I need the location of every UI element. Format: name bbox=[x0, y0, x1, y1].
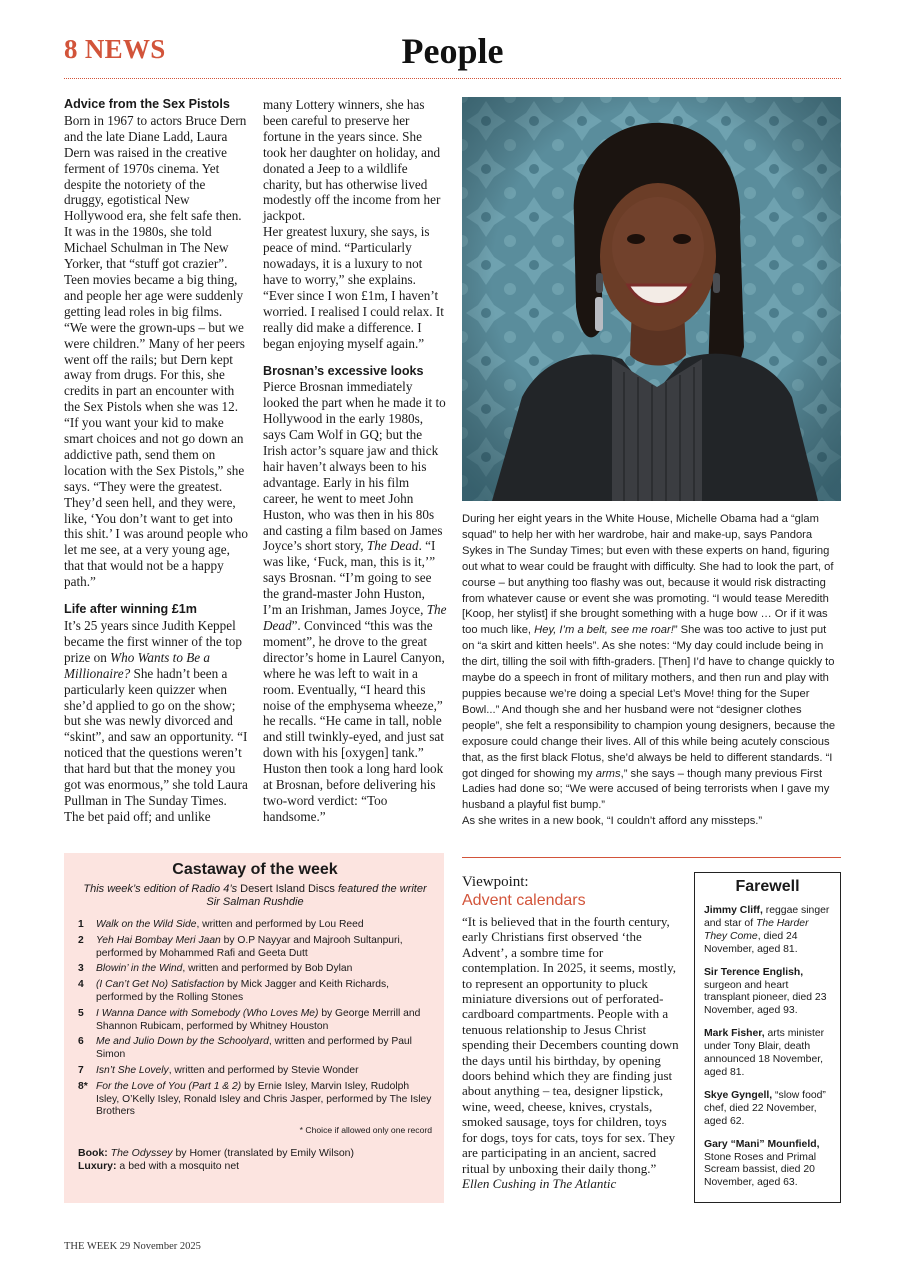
caption-divider bbox=[462, 857, 841, 858]
castaway-item bbox=[78, 1008, 432, 1034]
castaway-item-title: For the Love of You (Part 1 & 2) bbox=[96, 1080, 242, 1092]
castaway-list bbox=[78, 919, 432, 1119]
farewell-name: Sir Terence English, bbox=[704, 966, 804, 978]
castaway-item-title: Isn’t She Lovely bbox=[96, 1064, 169, 1076]
viewpoint bbox=[462, 873, 684, 1191]
castaway-item bbox=[78, 1036, 432, 1062]
castaway-item-credit: , written and performed by Bob Dylan bbox=[182, 963, 353, 975]
story-keppel: It’s 25 years since Judith Keppel became the first winner of the top prize on Who Wants to Be a Millionaire? She hadn’t been a particularly keen quizzer when she’d applied to go on the show; but she was newly divorced and “skint”, and saw an opportunity. “I noticed that the questions weren’t that hard but that the money you got was enormous,” she told Laura Pullman in The Sunday Times. The bet paid off; and unlike bbox=[64, 618, 248, 824]
castaway-title: Castaway of the week bbox=[172, 861, 338, 878]
castaway-item bbox=[78, 1065, 432, 1078]
story-keppel-cont: many Lottery winners, she has been careful to preserve her fortune in the years since. She took her daughter on holiday, and donated a Jeep to a wildlife charity, but has otherwise lived modestly off the income from her jackpot. bbox=[263, 97, 441, 224]
castaway-item-number: 7 bbox=[78, 1064, 84, 1076]
farewell-item: Mark Fisher, arts minister under Tony Blair, death announced 18 November, aged 81. bbox=[704, 1028, 825, 1078]
section-label: 8 NEWS bbox=[64, 34, 166, 64]
farewell-list bbox=[704, 905, 831, 1190]
page-title: People bbox=[401, 31, 504, 71]
castaway-item-number: 6 bbox=[78, 1036, 84, 1048]
castaway-item-title: Walk on the Wild Side bbox=[96, 919, 197, 930]
castaway-item-number: 1 bbox=[78, 919, 84, 930]
castaway-luxury: Luxury: a bed with a mosquito net bbox=[78, 1160, 240, 1173]
page-footer: THE WEEK 29 November 2025 bbox=[64, 1241, 201, 1252]
story-dern: Born in 1967 to actors Bruce Dern and the late Diane Ladd, Laura Dern was raised in the creative ferment of 1970s cinema. Yet despite the notoriety of the druggy, egotistical New Hollywood era, she felt safe then. It was in the 1980s, she told Michael Schulman in The New Yorker, that “stuff got crazier”. Teen movies became a big thing, and people her age were suddenly getting lead roles in big films. “We were the grown-ups – but we were children.” Many of her peers went off the rails; but Dern kept away from drugs. For this, she credits in part an encounter with the Sex Pistols when she was 12. “If you want your kid to make smart choices and not go down an addictive path, send them on location with the Sex Pistols,” she says. “They were the greatest. They’d seen hell, and they were, like, ‘You don’t want to get into this shit.’ I was around people who let me see, at a very young age, that that would not be a happy path.” bbox=[64, 112, 248, 590]
viewpoint-body: “It is believed that in the fourth century, early Christians first observed ‘the Advent’, a sombre time for contemplation. In 2025, it seems, mostly, to represent an opportunity to pluck miniature diversions out of perforated-cardboard compartments. People with a tenuous relationship to Jesus Christ spending their Decembers counting down the days until his birthday, by opening doors behind which they are finding just about anything – tea, designer lipstick, wine, weed, cheese, knives, crystals, smoked sausage, toys for children, toys for dogs, toys for cats, toys for sex. They are participating in an ancient, sacred ritual by unboxing their daily thong.” bbox=[462, 914, 679, 1176]
castaway-item-number: 2 bbox=[78, 934, 84, 946]
castaway-item-title: Me and Julio Down by the Schoolyard bbox=[96, 1036, 269, 1048]
headline-millionaire: Life after winning £1m bbox=[64, 602, 197, 617]
castaway-item bbox=[78, 1081, 432, 1119]
farewell-name: Gary “Mani” Mounfield, bbox=[704, 1138, 820, 1150]
headline-brosnan: Brosnan’s excessive looks bbox=[263, 363, 424, 378]
castaway-item-number: 5 bbox=[78, 1007, 84, 1019]
castaway-note: * Choice if allowed only one record bbox=[299, 1125, 432, 1136]
castaway-item-credit: by Ernie Isley, Marvin Isley, Rudolph Isley, O’Kelly Isley, Ronald Isley and Chris Jasper, performed by The Isley Brothers bbox=[96, 1080, 432, 1118]
castaway-item-number: 3 bbox=[78, 963, 84, 975]
castaway-item-number: 4 bbox=[78, 979, 84, 991]
viewpoint-label: Viewpoint: bbox=[462, 874, 529, 890]
column-1 bbox=[64, 97, 248, 825]
castaway-item-credit: by Mick Jagger and Keith Richards, performed by the Rolling Stones bbox=[96, 979, 390, 1003]
castaway-item-title: Blowin’ in the Wind bbox=[96, 963, 183, 975]
story-brosnan: Pierce Brosnan immediately looked the part when he made it to Hollywood in the early 1980s, says Cam Wolf in GQ; but the Irish actor’s square jaw and thick hair haven’t always been to his advantage. Early in his film career, he went to meet John Huston, who was then in his 80s and casting a film based on James Joyce’s short story, The Dead. “I was like, ‘Fuck, man, this is it,’” says Brosnan. “I’m going to see the grand-master John Huston, I’m an Irishman, James Joyce, The Dead”. Convinced “this was the moment”, he drove to the great director’s home in Laurel Canyon, where he was left to wait in a room. Eventually, “I heard this noise of the emphysema wheeze,” he recalls. “He came in tall, noble and still twinkly-eyed, and just sat down with his [oxygen] tank.” Huston then took a long hard look at Brosnan, before delivering his two-word verdict: “Too handsome.” bbox=[263, 379, 447, 824]
castaway-item-credit: , written and performed by Lou Reed bbox=[196, 919, 364, 930]
header-divider bbox=[64, 78, 841, 79]
castaway-item bbox=[78, 979, 432, 1005]
castaway-book: Book: The Odyssey by Homer (translated by Emily Wilson) bbox=[78, 1147, 354, 1160]
castaway-box bbox=[64, 853, 444, 1203]
castaway-item-credit: by O.P Nayyar and Majrooh Sultanpuri, performed by Mohammed Rafi and Geeta Dutt bbox=[96, 934, 403, 959]
farewell-item: Skye Gyngell, “slow food” chef, died 22 November, aged 62. bbox=[704, 1089, 826, 1127]
farewell-name: Mark Fisher, bbox=[704, 1028, 765, 1040]
castaway-item bbox=[78, 935, 432, 961]
viewpoint-title: Advent calendars bbox=[462, 892, 586, 909]
column-2 bbox=[263, 97, 447, 825]
story-keppel-end: Her greatest luxury, she says, is peace of mind. “Particularly nowadays, it is a luxury to not have to worry,” she explains. “Ever since I won £1m, I haven’t worried. I realised I could relax. It really did make a difference. I began enjoying myself again.” bbox=[263, 224, 444, 351]
farewell-item: Gary “Mani” Mounfield, Stone Roses and Primal Scream bassist, died 20 November, aged 63. bbox=[704, 1138, 820, 1189]
castaway-item-credit: , written and performed by Paul Simon bbox=[96, 1036, 412, 1061]
viewpoint-source: Ellen Cushing in The Atlantic bbox=[462, 1175, 617, 1191]
castaway-item-title: I Wanna Dance with Somebody (Who Loves Me) bbox=[96, 1007, 319, 1019]
photo-caption: During her eight years in the White House, Michelle Obama had a “glam squad” to help her with her wardrobe, hair and make-up, says Pandora Sykes in The Sunday Times; but even with these experts on hand, figuring out what to wear could be fraught with difficulty. She had to look the part, of course – but anything too flashy was out, because it would risk distracting from whatever cause or event she was promoting. “I would tease Meredith [Koop, her stylist] if she brought something with a huge bow … Or if it was too much like, Hey, I’m a belt, see me roar!” She was too active to just put on “a skirt and kitten heels”. As she notes: “My day could include being in the dirt, tilling the soil with fifth-graders. [Then] I’d have to change quickly to maybe do a speech in front of military mothers, and then run and play with puppies because we’re doing a special Let’s Move! thing for the Super Bowl...” And though she and her husband were not “designer clothes people”, she felt a responsibility to champion young designers, because the exposure could change their lives. All of this while being acutely conscious that, as the first black Flotus, she’d always be held to different standards. “I got dinged for showing my arms,” she says – though many previous First Ladies had done so; “We were accused of being terrorists when I gave my husband a playful fist bump.” As she writes in a new book, “I couldn’t afford any missteps.” bbox=[462, 513, 836, 828]
castaway-item-title: (I Can’t Get No) Satisfaction bbox=[96, 979, 225, 991]
castaway-item-credit: , written and performed by Stevie Wonder bbox=[168, 1064, 359, 1076]
castaway-item-credit: by George Merrill and Shannon Rubicam, performed by Whitney Houston bbox=[96, 1007, 421, 1032]
farewell-item: Sir Terence English, surgeon and heart transplant pioneer, died 23 November, aged 93. bbox=[704, 966, 827, 1017]
castaway-item bbox=[78, 919, 432, 932]
farewell-item: Jimmy Cliff, reggae singer and star of The Harder They Come, died 24 November, aged 81. bbox=[704, 905, 830, 955]
farewell-box bbox=[694, 872, 841, 1203]
castaway-item-title: Yeh Hai Bombay Meri Jaan bbox=[96, 934, 221, 946]
castaway-item-number: 8* bbox=[78, 1080, 88, 1092]
castaway-item bbox=[78, 963, 432, 976]
portrait-photo bbox=[462, 97, 841, 501]
farewell-name: Skye Gyngell, bbox=[704, 1089, 773, 1101]
castaway-intro: This week’s edition of Radio 4’s Desert Island Discs featured the writer Sir Salman Rushdie bbox=[83, 883, 427, 908]
farewell-name: Jimmy Cliff, bbox=[704, 905, 763, 916]
headline-sex-pistols: Advice from the Sex Pistols bbox=[64, 97, 230, 111]
farewell-title: Farewell bbox=[735, 878, 800, 895]
